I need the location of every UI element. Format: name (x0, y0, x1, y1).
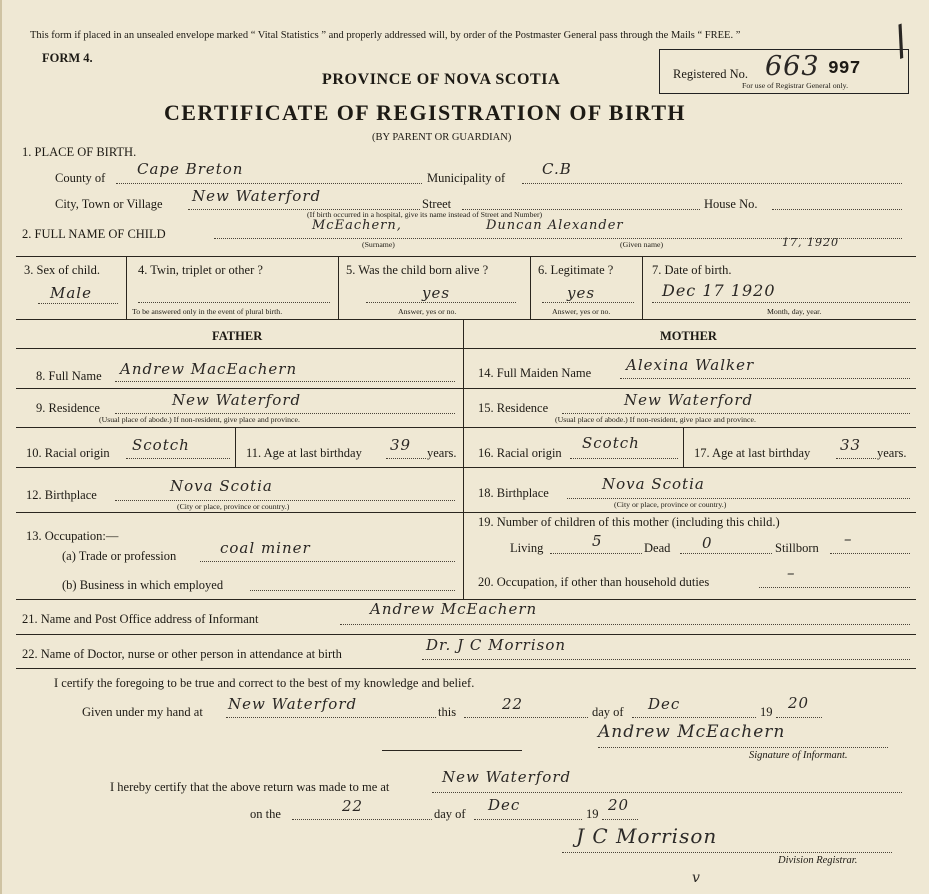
father-racial-value: Scotch (132, 436, 190, 454)
mother-age-label: 17. Age at last birthday (694, 446, 811, 460)
surname-caption: (Surname) (362, 240, 395, 249)
father-heading: FATHER (212, 329, 263, 343)
informant-signature-caption: Signature of Informant. (749, 750, 848, 761)
hospital-note: (If birth occurred in a hospital, give its name instead of Street and Number) (307, 210, 543, 219)
city-label: City, Town or Village (55, 197, 163, 211)
form-number: FORM 4. (42, 51, 93, 65)
mother-residence-value: New Waterford (624, 391, 754, 409)
province-heading: PROVINCE OF NOVA SCOTIA (322, 71, 561, 88)
father-residence-caption: (Usual place of abode.) If non-resident, give place and province. (99, 415, 300, 424)
born-alive-caption: Answer, yes or no. (398, 307, 457, 316)
father-occupation-label: 13. Occupation:— (26, 529, 119, 543)
mother-residence-caption: (Usual place of abode.) If non-resident, give place and province. (555, 415, 756, 424)
given-caption: (Given name) (620, 240, 664, 249)
born-alive-label: 5. Was the child born alive ? (346, 263, 489, 277)
given-day-value: 22 (502, 695, 524, 713)
informant-signature: Andrew McEachern (598, 722, 786, 742)
father-birthplace-label: 12. Birthplace (26, 488, 97, 502)
county-label: County of (55, 171, 106, 185)
mother-name-label: 14. Full Maiden Name (478, 366, 592, 380)
house-no-label: House No. (704, 197, 758, 211)
mother-heading: MOTHER (660, 329, 717, 343)
father-residence-label: 9. Residence (36, 401, 100, 415)
mother-age-unit: years. (877, 446, 907, 460)
registrar-use-note: For use of Registrar General only. (742, 81, 849, 90)
father-name-label: 8. Full Name (36, 369, 102, 383)
city-value: New Waterford (192, 187, 322, 205)
county-value: Cape Breton (137, 160, 244, 178)
date-of-birth-caption: Month, day, year. (767, 307, 822, 316)
father-trade-value: coal miner (220, 539, 311, 557)
mother-residence-label: 15. Residence (478, 401, 549, 415)
certificate-subtitle: (BY PARENT OR GUARDIAN) (372, 132, 512, 143)
bottom-mark: v (692, 870, 701, 886)
date-of-birth-value: Dec 17 1920 (662, 281, 776, 300)
date-of-birth-label: 7. Date of birth. (652, 263, 732, 277)
registered-no-handwritten: 663 (765, 51, 820, 82)
place-of-birth-heading: 1. PLACE OF BIRTH. (22, 145, 137, 159)
given-this-label: this (438, 705, 457, 719)
twin-label: 4. Twin, triplet or other ? (138, 263, 263, 277)
mother-occupation-label: 20. Occupation, if other than household duties (478, 575, 710, 589)
mother-birthplace-label: 18. Birthplace (478, 486, 549, 500)
date-of-birth-correction: 17, 1920 (782, 236, 839, 249)
registrar-day-value: 22 (342, 797, 364, 815)
registrar-year-prefix: 19 (586, 807, 599, 821)
father-birthplace-value: Nova Scotia (170, 477, 273, 495)
child-name-label: 2. FULL NAME OF CHILD (22, 227, 166, 241)
father-racial-label: 10. Racial origin (26, 446, 110, 460)
mother-age-value: 33 (840, 436, 862, 454)
father-age-value: 39 (390, 436, 412, 454)
registrar-year-value: 20 (608, 796, 630, 814)
legitimate-label: 6. Legitimate ? (538, 263, 614, 277)
child-given-value: Duncan Alexander (486, 218, 624, 233)
father-residence-value: New Waterford (172, 391, 302, 409)
mother-birthplace-caption: (City or place, province or country.) (614, 500, 727, 509)
living-value: 5 (592, 532, 603, 550)
mother-children-label: 19. Number of children of this mother (including this child.) (478, 515, 780, 529)
mother-racial-value: Scotch (582, 434, 640, 452)
given-month-value: Dec (648, 695, 681, 713)
living-label: Living (510, 541, 544, 555)
registrar-place-value: New Waterford (442, 768, 572, 786)
doctor-label: 22. Name of Doctor, nurse or other person in attendance at birth (22, 647, 342, 661)
mother-name-value: Alexina Walker (626, 356, 755, 374)
registrar-caption: Division Registrar. (778, 855, 858, 866)
registered-no-label: Registered No. (673, 67, 748, 81)
father-business-label: (b) Business in which employed (62, 578, 224, 592)
father-name-value: Andrew MacEachern (120, 360, 298, 378)
registrar-day-of-label: day of (434, 807, 466, 821)
street-label: Street (422, 197, 452, 211)
given-under-label: Given under my hand at (82, 705, 203, 719)
twin-note: To be answered only in the event of plural birth. (132, 307, 283, 316)
legitimate-value: yes (567, 284, 596, 302)
sex-value: Male (50, 284, 92, 302)
municipality-label: Municipality of (427, 171, 506, 185)
father-birthplace-caption: (City or place, province or country.) (177, 502, 290, 511)
municipality-value: C.B (542, 160, 572, 178)
legitimate-caption: Answer, yes or no. (552, 307, 611, 316)
doctor-value: Dr. J C Morrison (426, 636, 567, 654)
registration-box (659, 49, 909, 94)
given-year-prefix: 19 (760, 705, 773, 719)
corner-check-mark: / (886, 17, 915, 65)
stillborn-label: Stillborn (775, 541, 819, 555)
given-day-of-label: day of (592, 705, 624, 719)
registrar-statement: I hereby certify that the above return was made to me at (110, 780, 390, 794)
stillborn-value: – (844, 530, 853, 548)
child-surname-value: McEachern, (312, 218, 402, 233)
father-trade-label: (a) Trade or profession (62, 549, 177, 563)
certificate-title: CERTIFICATE OF REGISTRATION OF BIRTH (164, 100, 686, 125)
father-age-unit: years. (427, 446, 457, 460)
informant-label: 21. Name and Post Office address of Informant (22, 612, 259, 626)
mother-racial-label: 16. Racial origin (478, 446, 562, 460)
given-year-value: 20 (788, 694, 810, 712)
father-age-label: 11. Age at last birthday (246, 446, 362, 460)
registrar-month-value: Dec (488, 796, 521, 814)
born-alive-value: yes (422, 284, 451, 302)
sex-label: 3. Sex of child. (24, 263, 101, 277)
given-place-value: New Waterford (228, 695, 358, 713)
dead-label: Dead (644, 541, 671, 555)
informant-value: Andrew McEachern (370, 600, 538, 618)
mother-birthplace-value: Nova Scotia (602, 475, 705, 493)
registrar-on-label: on the (250, 807, 281, 821)
certify-statement: I certify the foregoing to be true and correct to the best of my knowledge and belief. (54, 676, 475, 690)
dead-value: 0 (702, 534, 713, 552)
registered-no-printed: 997 (828, 59, 861, 79)
mother-occupation-value: – (787, 564, 796, 582)
mailing-notice: This form if placed in an unsealed envelope marked “ Vital Statistics ” and properly addressed will, by order of the Postmaster General pass through the Mails “ FREE. ” (30, 30, 741, 41)
registrar-signature: J C Morrison (576, 824, 718, 848)
